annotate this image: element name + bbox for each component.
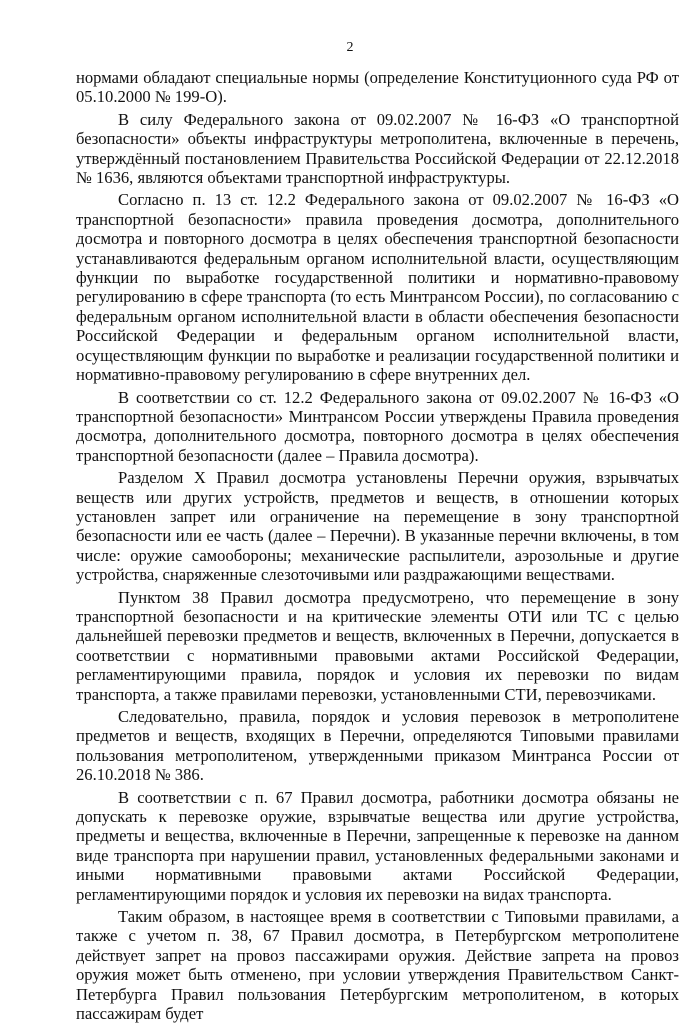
- paragraph-continuation: нормами обладают специальные нормы (определение Конституционного суда РФ от 05.10.2000 № 199-О).: [76, 68, 679, 107]
- page-number: 2: [346, 40, 354, 55]
- paragraph-transport-infrastructure: В силу Федерального закона от 09.02.2007 № 16-ФЗ «О транспортной безопасности» объекты инфраструктуры метрополитена, включенные в перечень, утверждённый постановлением Правительства Российской Федерации от 22.12.2018 № 1636, являются объектами транспортной инфраструктуры.: [76, 109, 679, 188]
- paragraph-inspection-rules-authority: Согласно п. 13 ст. 12.2 Федерального закона от 09.02.2007 № 16-ФЗ «О транспортной безопасности» правила проведения досмотра, дополнительного досмотра и повторного досмотра в целях обеспечения транспортной безопасности устанавливаются федеральным органом исполнительной власти, осуществляющим функции по выработке государственной политики и нормативно-правовому регулированию в сфере транспорта (то есть Минтрансом России), по согласованию с федеральным органом исполнительной власти в области обеспечения безопасности Российской Федерации и федеральным органом исполнительной власти, осуществляющим функции по выработке и реализации государственной политики и нормативно-правовому регулированию в сфере внутренних дел.: [76, 190, 679, 385]
- paragraph-conclusion: Таким образом, в настоящее время в соответствии с Типовыми правилами, а также с учетом п. 38, 67 Правил досмотра, в Петербургском метрополитене действует запрет на провоз пассажирами оружия. Действие запрета на провоз оружия может быть отменено, при условии утверждения Правительством Санкт-Петербурга Правил пользования Петербургским метрополитеном, в которых пассажирам будет: [76, 907, 679, 1024]
- paragraph-metro-rules: Следовательно, правила, порядок и условия перевозок в метрополитене предметов и веществ, входящих в Перечни, определяются Типовыми правилами пользования метрополитеном, утвержденными приказом Минтранса России от 26.10.2018 № 386.: [76, 707, 679, 785]
- paragraph-section-x-lists: Разделом X Правил досмотра установлены Перечни оружия, взрывчатых веществ или других устройств, предметов и веществ, в отношении которых установлен запрет или ограничение на перемещение в зону транспортной безопасности или ее часть (далее – Перечни). В указанные перечни включены, в том числе: оружие самообороны; механические распылители, аэрозольные и другие устройства, снаряженные слезоточивыми или раздражающими веществами.: [76, 468, 679, 585]
- body-text: [76, 68, 679, 1024]
- paragraph-inspection-rules-approval: В соответствии со ст. 12.2 Федерального закона от 09.02.2007 № 16-ФЗ «О транспортной безопасности» Минтрансом России утверждены Правила проведения досмотра, дополнительного досмотра, повторного досмотра в целях обеспечения транспортной безопасности (далее – Правила досмотра).: [76, 387, 679, 465]
- paragraph-clause-67: В соответствии с п. 67 Правил досмотра, работники досмотра обязаны не допускать к перевозке оружие, взрывчатые вещества или другие устройства, предметы и вещества, включенные в Перечни, запрещенные к перевозке на данном виде транспорта при нарушении правил, установленных федеральными законами и иными нормативными правовыми актами Российской Федерации, регламентирующими порядок и условия их перевозки на видах транспорта.: [76, 787, 679, 904]
- paragraph-clause-38: Пунктом 38 Правил досмотра предусмотрено, что перемещение в зону транспортной безопасности и на критические элементы ОТИ или ТС с целью дальнейшей перевозки предметов и веществ, включенных в Перечни, допускается в соответствии с нормативными правовыми актами Российской Федерации, регламентирующими правила, порядок и условия их перевозки по видам транспорта, а также правилами перевозки, установленными СТИ, перевозчиками.: [76, 587, 679, 704]
